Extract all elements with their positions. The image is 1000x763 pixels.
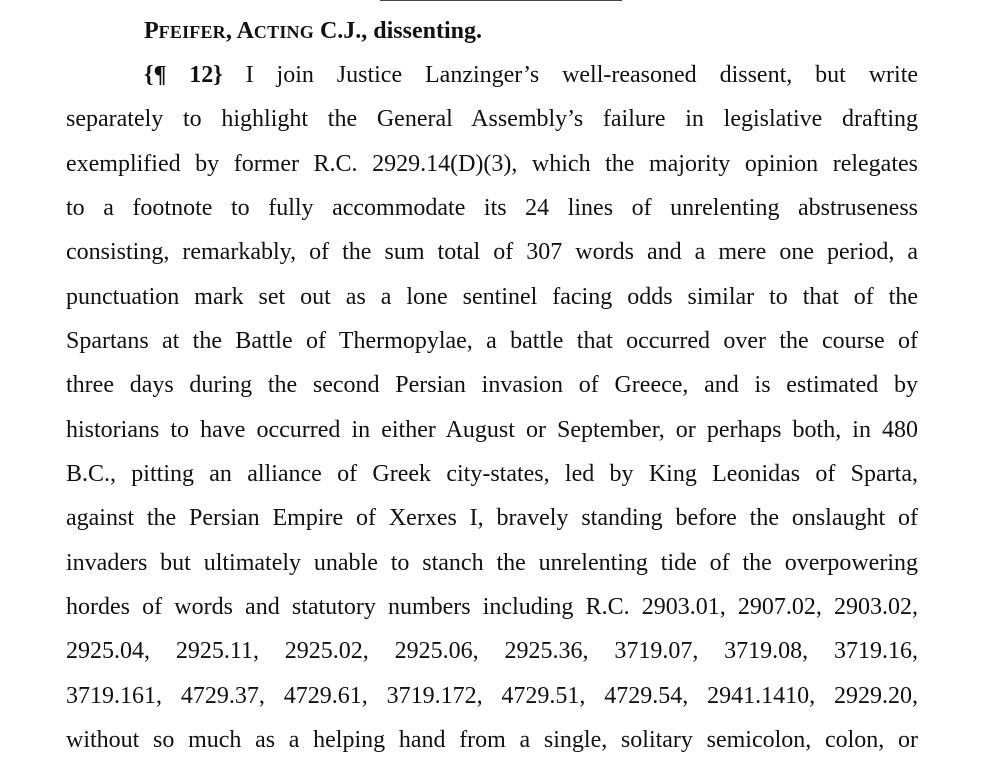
author-name-rest: FEIFER: [158, 22, 226, 42]
author-title-rest: CTING: [253, 22, 314, 42]
paragraph-line: 3719.161, 4729.37, 4729.61, 3719.172, 4729.51, 4729.54, 2941.1410, 2929.20,: [66, 682, 918, 709]
opinion-heading: [144, 14, 482, 49]
paragraph-line: three days during the second Persian invasion of Greece, and is estimated by: [66, 372, 918, 399]
paragraph-line: [66, 53, 918, 97]
paragraph-line: invaders but ultimately unable to stanch the unrelenting tide of the overpowering: [66, 549, 918, 576]
paragraph-line: against the Persian Empire of Xerxes I, bravely standing before the onslaught of: [66, 505, 918, 532]
paragraph-line: punctuation mark set out as a lone sentinel facing odds similar to that of the: [66, 283, 918, 310]
paragraph-marker: {¶ 12}: [144, 62, 223, 88]
paragraph-line: without so much as a helping hand from a single, solitary semicolon, colon, or: [66, 727, 918, 754]
heading-separator: ,: [225, 18, 237, 44]
paragraph-line: historians to have occurred in either August or September, or perhaps both, in 480: [66, 416, 918, 443]
top-divider-line: [380, 0, 622, 1]
paragraph-line: B.C., pitting an alliance of Greek city-states, led by King Leonidas of Sparta,: [66, 461, 918, 488]
author-name-initial: P: [144, 18, 159, 44]
paragraph-line: separately to highlight the General Assembly’s failure in legislative drafting: [66, 106, 918, 133]
paragraph-line: to a footnote to fully accommodate its 24 lines of unrelenting abstruseness: [66, 195, 918, 222]
paragraph-line: 2925.04, 2925.11, 2925.02, 2925.06, 2925.36, 3719.07, 3719.08, 3719.16,: [66, 638, 918, 665]
paragraph-line: consisting, remarkably, of the sum total of 307 words and a mere one period, a: [66, 239, 918, 266]
paragraph-line: Spartans at the Battle of Thermopylae, a battle that occurred over the course of: [66, 328, 918, 355]
dissent-paragraph: [66, 53, 918, 763]
author-title-initial: A: [236, 18, 254, 44]
heading-suffix: C.J., dissenting.: [313, 18, 482, 44]
paragraph-line: hordes of words and statutory numbers including R.C. 2903.01, 2907.02, 2903.02,: [66, 594, 918, 621]
paragraph-line-text: I join Justice Lanzinger’s well-reasoned dissent, but write: [222, 62, 919, 88]
paragraph-line: exemplified by former R.C. 2929.14(D)(3), which the majority opinion relegates: [66, 150, 918, 177]
